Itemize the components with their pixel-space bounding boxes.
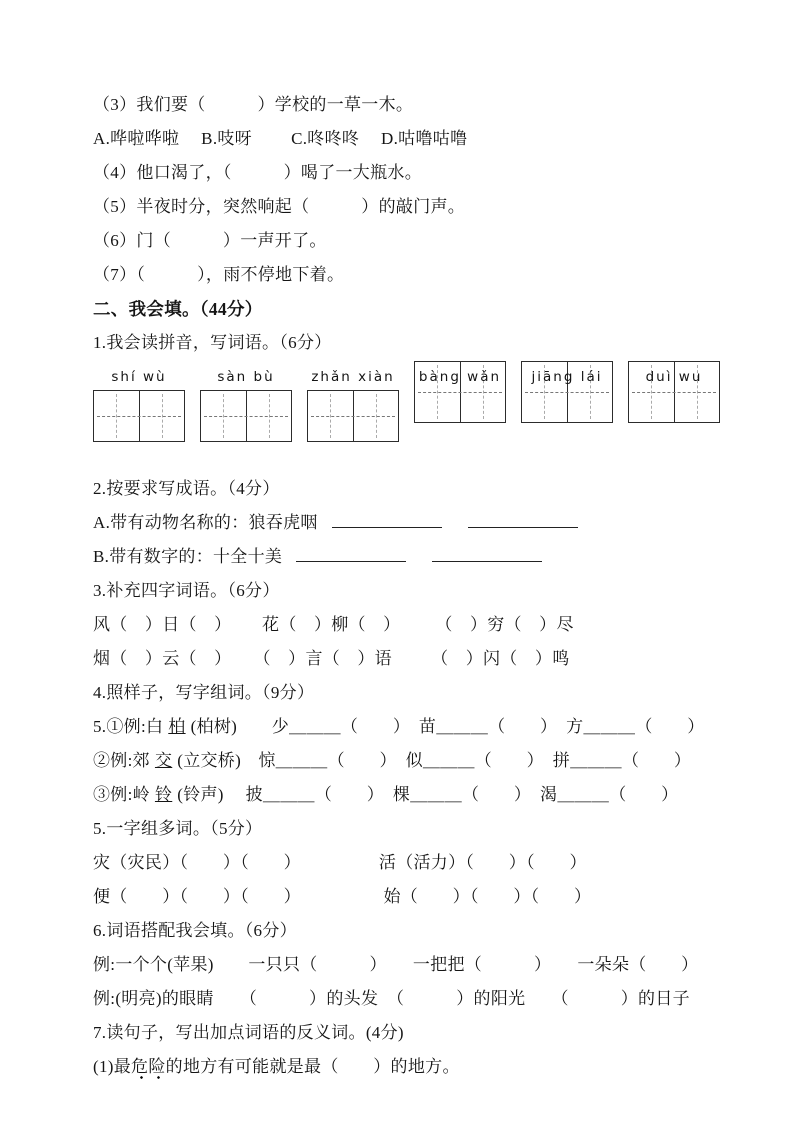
q4-row-1-example-char: 柏	[168, 717, 186, 736]
q4-label: 4.照样子，写字组词。（9分）	[93, 683, 315, 702]
question-1-5: （5）半夜时分，突然响起（ ）的敲门声。	[93, 197, 466, 216]
pinyin-label: shí wù	[111, 369, 167, 385]
pinyin-word-group	[414, 364, 506, 460]
q7-sentence-1-suffix: 的地方有可能就是最（ ）的地方。	[165, 1057, 460, 1076]
pinyin-word-group	[307, 364, 399, 460]
q5-row-1: 灾（灾民）（ ）（ ） 活（活力）（ ）（ ）	[93, 853, 587, 872]
writing-cell[interactable]	[247, 391, 292, 441]
q4-row-2-prefix: ②例:郊	[93, 751, 150, 770]
q4-row-2	[93, 744, 743, 778]
q2-item-b	[93, 540, 743, 574]
q6-row-2: 例:(明亮)的眼睛 （ ）的头发 （ ）的阳光 （ ）的日子	[93, 989, 690, 1008]
writing-grid	[93, 390, 185, 442]
answer-blank[interactable]	[432, 557, 542, 562]
question-1-3: （3）我们要（ ）学校的一草一木。	[93, 95, 414, 114]
q2-item-a-label: A.带有动物名称的：狼吞虎咽	[93, 513, 318, 532]
q3-row-1: 风（ ）日（ ） 花（ ）柳（ ） （ ）穷（ ）尽	[93, 615, 574, 634]
pinyin-label: jiāng lái	[531, 369, 603, 385]
question-1-6: （6）门（ ）一声开了。	[93, 231, 327, 250]
q5-row-2: 便（ ）（ ）（ ） 始（ ）（ ）（ ）	[93, 887, 592, 906]
pinyin-label: duì wu	[645, 369, 703, 385]
q4-row-2-items: (立交桥) 惊＿＿＿（ ） 似＿＿＿（ ） 拼＿＿＿（ ）	[177, 751, 692, 770]
pinyin-word-group	[200, 364, 292, 460]
answer-blank[interactable]	[296, 557, 406, 562]
answer-blank[interactable]	[332, 523, 442, 528]
q4-row-1-items: (柏树) 少＿＿＿（ ） 苗＿＿＿（ ） 方＿＿＿（ ）	[190, 717, 705, 736]
q4-row-3-items: (铃声) 披＿＿＿（ ） 棵＿＿＿（ ） 渴＿＿＿（ ）	[177, 785, 679, 804]
writing-grid	[307, 390, 399, 442]
pinyin-label: sàn bù	[217, 369, 275, 385]
writing-cell[interactable]	[308, 391, 354, 441]
q6-label: 6.词语搭配我会填。（6分）	[93, 921, 297, 940]
q4-row-3-prefix: ③例:岭	[93, 785, 150, 804]
pinyin-word-group	[628, 364, 720, 460]
q2-item-a	[93, 506, 743, 540]
q4-row-3-example-char: 铃	[154, 785, 173, 804]
q4-row-3	[93, 778, 743, 812]
writing-cell[interactable]	[354, 391, 399, 441]
q3-label: 3.补充四字词语。（6分）	[93, 581, 280, 600]
writing-cell[interactable]	[94, 391, 140, 441]
q7-dotted-word: 危险	[131, 1057, 166, 1080]
answer-blank[interactable]	[468, 523, 578, 528]
q2-label: 2.按要求写成语。（4分）	[93, 479, 280, 498]
q4-row-1-prefix: 5.①例:白	[93, 717, 164, 736]
q4-row-1	[93, 710, 743, 744]
sound-word-options: A.哗啦哗啦 B.吱呀 C.咚咚咚 D.咕噜咕噜	[93, 129, 468, 148]
pinyin-word-group	[93, 364, 185, 460]
q5-label: 5.一字组多词。（5分）	[93, 819, 263, 838]
question-1-4: （4）他口渴了，（ ）喝了一大瓶水。	[93, 163, 422, 182]
writing-grid	[200, 390, 292, 442]
q1-label: 1.我会读拼音，写词语。（6分）	[93, 333, 332, 352]
writing-cell[interactable]	[140, 391, 185, 441]
pinyin-writing-grids	[93, 364, 743, 460]
pinyin-label: bàng wǎn	[418, 369, 502, 385]
q3-row-2: 烟（ ）云（ ） （ ）言（ ）语 （ ）闪（ ）鸣	[93, 649, 570, 668]
pinyin-label: zhǎn xiàn	[311, 369, 395, 385]
writing-cell[interactable]	[201, 391, 247, 441]
q4-row-2-example-char: 交	[154, 751, 173, 770]
q2-item-b-label: B.带有数字的：十全十美	[93, 547, 283, 566]
q6-row-1: 例:一个个(苹果) 一只只（ ） 一把把（ ） 一朵朵（ ）	[93, 955, 699, 974]
question-1-7: （7）（ ），雨不停地下着。	[93, 265, 345, 284]
pinyin-word-group	[521, 364, 613, 460]
q7-sentence-1	[93, 1050, 743, 1084]
section-2-title: 二、我会填。（44分）	[93, 299, 263, 319]
q7-sentence-1-prefix: (1)最	[93, 1057, 132, 1076]
q7-label: 7.读句子，写出加点词语的反义词。(4分)	[93, 1023, 404, 1042]
